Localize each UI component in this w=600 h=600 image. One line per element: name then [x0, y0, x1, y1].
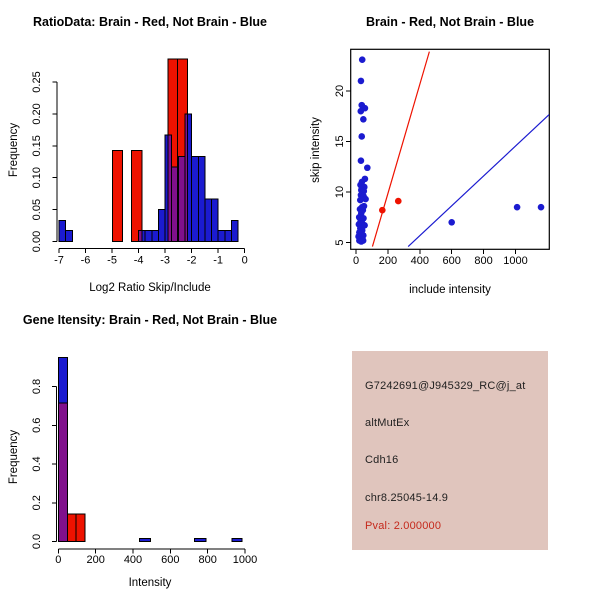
gene-histogram-title: Gene Itensity: Brain - Red, Not Brain - Blue — [22, 313, 278, 327]
hist-bar-overlap — [172, 167, 178, 242]
x-tick-label: 0 — [55, 554, 62, 566]
hist-bar-overlap — [178, 157, 185, 242]
x-tick-label: 800 — [474, 255, 493, 267]
hist-bar-blue — [212, 199, 219, 242]
hist-bar-blue — [145, 231, 152, 242]
hist-bar-red — [132, 150, 142, 241]
x-tick-label: -5 — [107, 254, 117, 267]
hist-bar-blue — [59, 220, 66, 241]
x-tick-label: 600 — [161, 554, 180, 566]
y-tick-label: 15 — [334, 135, 346, 148]
locus-text: chr8.25045-14.9 — [365, 492, 449, 504]
scatter-point-blue — [514, 204, 521, 211]
x-tick-label: -6 — [80, 254, 91, 267]
hist-bar-blue — [225, 231, 232, 242]
y-tick-label: 0.6 — [31, 417, 43, 433]
hist-bar-red — [113, 150, 123, 241]
scatter-xlabel: include intensity — [409, 284, 491, 296]
hist-bar-overlap — [139, 231, 142, 242]
scatter-point-blue — [357, 197, 364, 204]
hist-bar-overlap — [168, 135, 172, 242]
hist-bar-red — [76, 514, 85, 542]
probe-id-text: G7242691@J945329_RC@j_at — [365, 380, 526, 392]
x-tick-label: 0 — [352, 255, 360, 267]
hist-bar-blue — [66, 231, 73, 242]
x-tick-label: 0 — [241, 254, 248, 267]
hist-bar-blue — [158, 210, 165, 242]
hist-bar-blue — [232, 539, 242, 542]
hist-bar-blue — [152, 231, 159, 242]
gene-histogram-ylabel: Frequency — [8, 429, 20, 485]
y-tick-label: 0.2 — [31, 495, 43, 511]
pval-text: Pval: 2.000000 — [365, 520, 442, 532]
event-type-text: altMutEx — [365, 417, 410, 429]
scatter-point-blue — [358, 157, 365, 164]
x-tick-label: -7 — [54, 254, 64, 267]
ratio-histogram-title: RatioData: Brain - Red, Not Brain - Blue — [32, 15, 268, 29]
scatter-chart — [300, 0, 600, 300]
scatter-title: Brain - Red, Not Brain - Blue — [365, 15, 535, 29]
scatter-point-red — [395, 198, 402, 205]
x-tick-label: 200 — [378, 255, 398, 267]
y-tick-label: 0.15 — [31, 135, 43, 157]
y-tick-label: 20 — [334, 84, 346, 98]
y-tick-label: 0.10 — [31, 166, 43, 189]
y-tick-label: 0.8 — [31, 378, 43, 395]
hist-bar-red — [67, 514, 76, 542]
ratio-histogram-ylabel: Frequency — [8, 122, 20, 178]
x-tick-label: 600 — [442, 255, 461, 267]
scatter-point-blue — [448, 219, 455, 226]
hist-bar-overlap — [58, 403, 67, 541]
x-tick-label: 200 — [86, 554, 105, 566]
y-tick-label: 5 — [334, 239, 346, 246]
x-tick-label: -4 — [133, 254, 144, 267]
scatter-point-blue — [360, 116, 367, 123]
x-tick-label: 800 — [198, 554, 217, 566]
ratio-histogram-xlabel: Log2 Ratio Skip/Include — [89, 282, 211, 294]
x-tick-label: -3 — [160, 254, 171, 267]
x-tick-label: 1000 — [503, 255, 528, 267]
hist-bar-blue — [218, 231, 225, 242]
y-tick-label: 0.4 — [31, 456, 43, 472]
hist-bar-blue — [195, 539, 206, 542]
x-tick-label: -1 — [213, 254, 224, 267]
y-tick-label: 0.20 — [31, 103, 43, 125]
hist-bar-blue — [192, 157, 199, 242]
scatter-ylabel: skip intensity — [310, 117, 322, 183]
scatter-point-blue — [358, 238, 365, 245]
y-tick-label: 0.05 — [31, 198, 43, 221]
x-tick-label: 400 — [123, 554, 143, 566]
gene-histogram-xlabel: Intensity — [128, 577, 172, 589]
gene-name-text: Cdh16 — [365, 454, 399, 466]
scatter-point-blue — [359, 56, 366, 63]
ratio-histogram-chart — [0, 0, 300, 300]
info-panel — [352, 351, 548, 550]
y-tick-label: 0.0 — [31, 533, 43, 550]
blue-fit-line — [408, 115, 549, 247]
scatter-point-red — [379, 207, 386, 214]
y-tick-label: 10 — [334, 185, 346, 199]
hist-bar-overlap — [185, 114, 188, 242]
x-tick-label: 400 — [410, 255, 429, 267]
hist-bar-blue — [140, 539, 151, 542]
y-tick-label: 0.00 — [31, 230, 43, 253]
hist-bar-blue — [198, 157, 205, 242]
x-tick-label: -2 — [186, 254, 197, 267]
gene-histogram-chart — [0, 300, 300, 600]
scatter-point-blue — [538, 204, 545, 211]
scatter-point-blue — [357, 108, 364, 115]
y-tick-label: 0.25 — [31, 71, 43, 93]
scatter-point-blue — [358, 133, 365, 140]
scatter-point-blue — [364, 164, 371, 171]
scatter-point-blue — [358, 78, 365, 85]
x-tick-label: 1000 — [232, 554, 258, 566]
red-fit-line — [372, 52, 429, 247]
hist-bar-blue — [205, 199, 212, 242]
hist-bar-blue — [231, 220, 238, 241]
